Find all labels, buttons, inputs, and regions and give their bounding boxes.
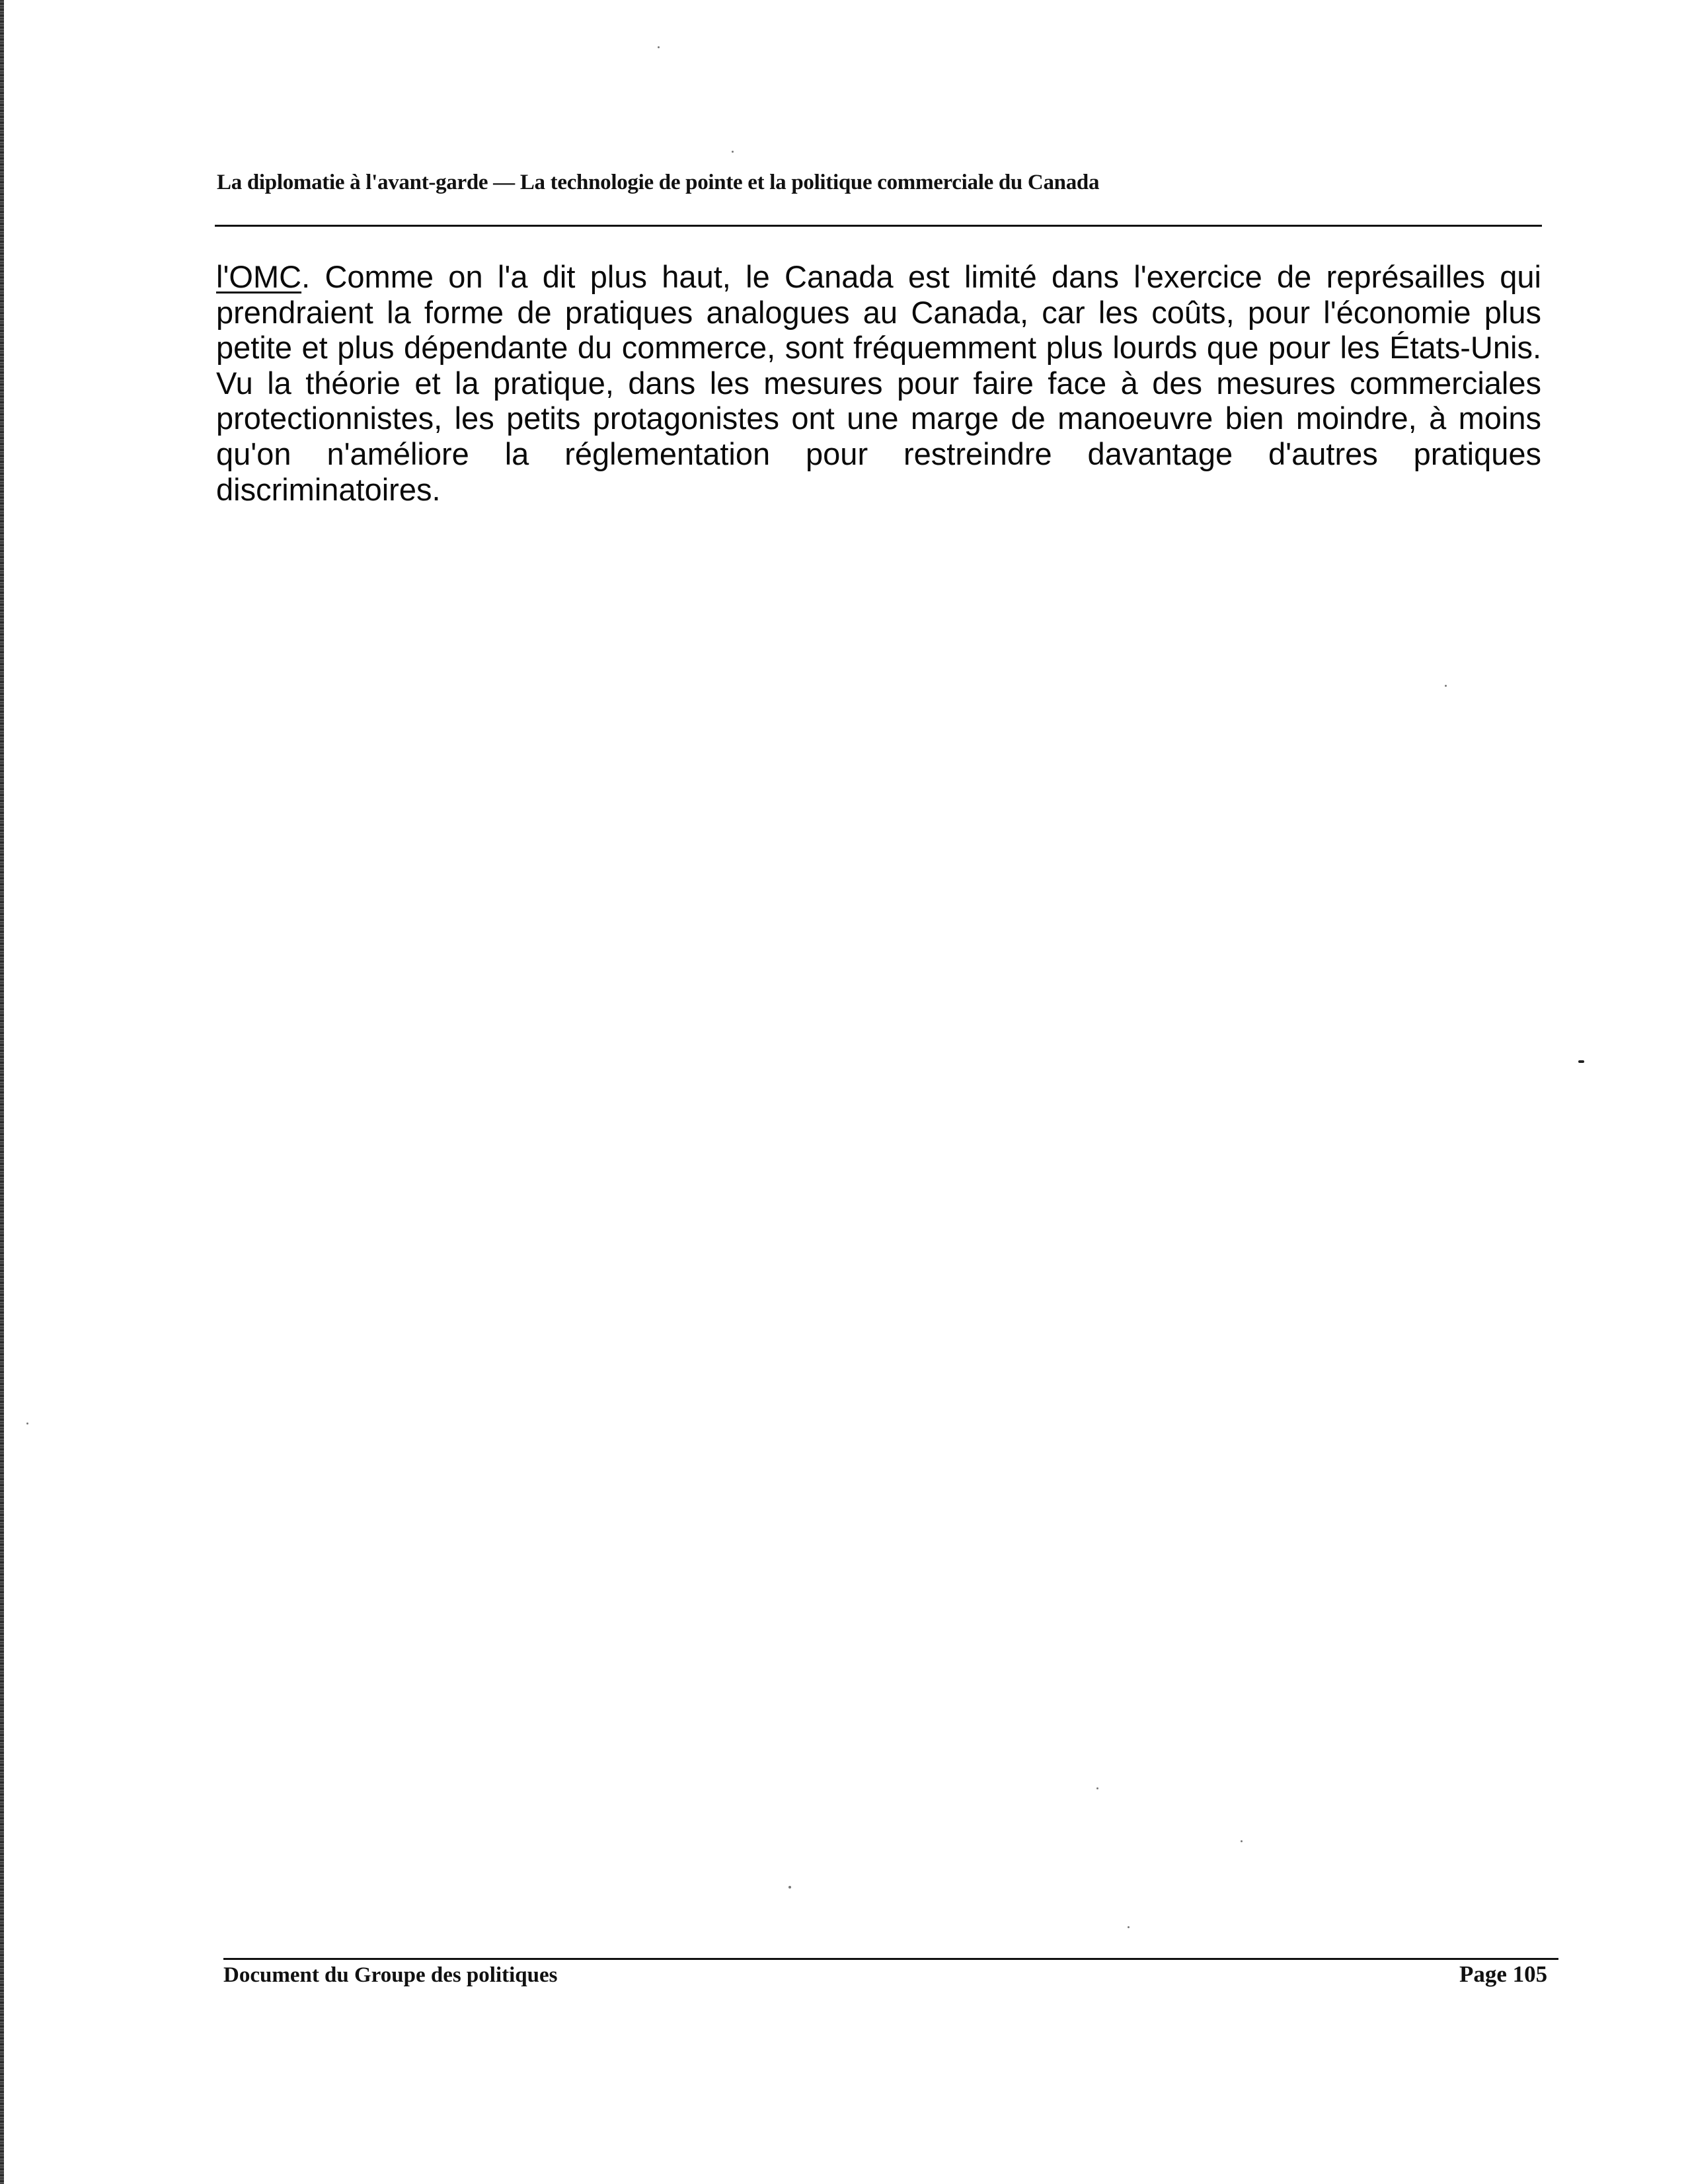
scan-speck: [1445, 685, 1447, 687]
page-number: Page 105: [1459, 1961, 1548, 1987]
footer-rule: [223, 1958, 1558, 1960]
header-rule: [215, 225, 1542, 227]
paragraph-text: . Comme on l'a dit plus haut, le Canada est limité dans l'exercice de représailles qui prendraient la forme de pratiques analogues au Canada, car les coûts, pour l'économie plus petite et plus dépendante du commerce, sont fréquemment plus lourds que pour les États-Unis. Vu la théorie et la pratique, dans les mesures pour faire face à des mesures commerciales protectionnistes, les petits protagonistes ont une marge de manoeuvre bien moindre, à moins qu'on n'améliore la réglementation pour restreindre davantage d'autres pratiques discriminatoires.: [216, 259, 1541, 507]
running-header: La diplomatie à l'avant-garde — La technologie de pointe et la politique commerciale du Canada: [217, 171, 1100, 194]
scan-speck: [732, 151, 734, 153]
scan-speck: [26, 1423, 28, 1424]
footer-source: Document du Groupe des politiques: [223, 1963, 558, 1987]
scan-speck: [1128, 1926, 1130, 1928]
lead-underlined-term: l'OMC: [216, 259, 302, 294]
scan-edge: [0, 0, 4, 2184]
body-paragraph: [216, 259, 1541, 507]
scan-speck: [658, 46, 660, 48]
scan-speck: [1578, 1060, 1584, 1063]
scan-speck: [1096, 1787, 1098, 1789]
scan-speck: [788, 1886, 791, 1889]
scan-speck: [1241, 1840, 1243, 1842]
